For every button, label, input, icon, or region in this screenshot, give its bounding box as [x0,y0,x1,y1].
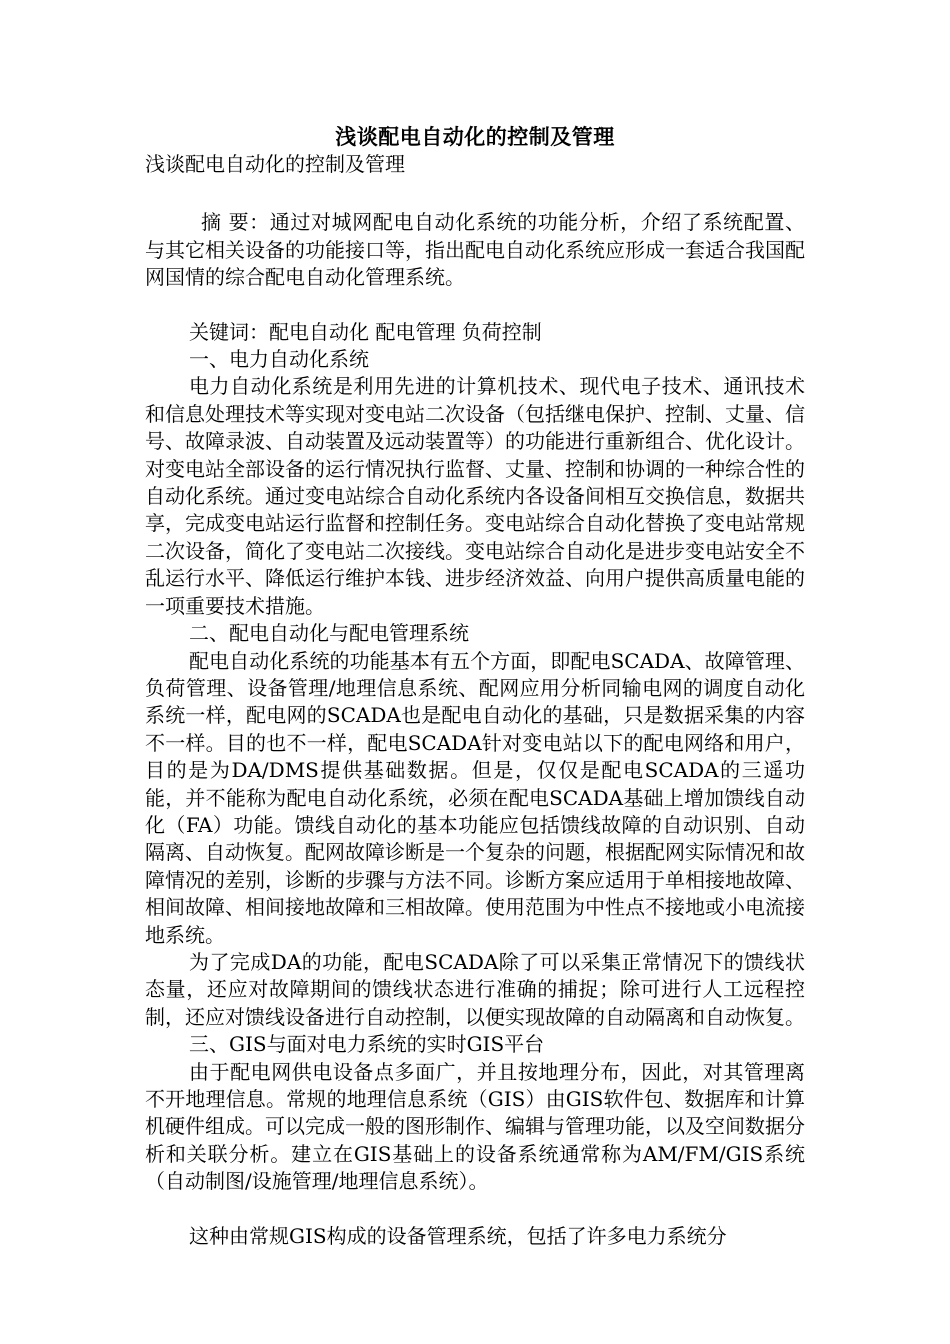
document-subtitle: 浅谈配电自动化的控制及管理 [145,152,405,176]
section-3-paragraph-2: 这种由常规GIS构成的设备管理系统，包括了许多电力系统分 [189,1223,727,1248]
section-2-paragraph-1: 配电自动化系统的功能基本有五个方面，即配电SCADA、故障管理、负荷管理、设备管理/地理信息系统、配网应用分析同输电网的调度自动化系统一样，配电网的SCADA也是配电自动化的基础，只是数据采集的内容不一样。目的也不一样，配电SCADA针对变电站以下的配电网络和用户，目的是为DA/DMS提供基础数据。但是，仅仅是配电SCADA的三遥功能，并不能称为配电自动化系统，必须在配电SCADA基础上增加馈线自动化（FA）功能。馈线自动化的基本功能应包括馈线故障的自动识别、自动隔离、自动恢复。配网故障诊断是一个复杂的问题，根据配网实际情况和故障情况的差别，诊断的步骤与方法不同。诊断方案应适用于单相接地故障、相间故障、相间接地故障和三相故障。使用范围为中性点不接地或小电流接地系统。 [145,648,805,947]
section-1-paragraph: 电力自动化系统是利用先进的计算机技术、现代电子技术、通讯技术和信息处理技术等实现对变电站二次设备（包括继电保护、控制、丈量、信号、故障录波、自动装置及远动装置等）的功能进行重新组合、优化设计。对变电站全部设备的运行情况执行监督、丈量、控制和协调的一种综合性的自动化系统。通过变电站综合自动化系统内各设备间相互交换信息，数据共享，完成变电站运行监督和控制任务。变电站综合自动化替换了变电站常规二次设备，简化了变电站二次接线。变电站综合自动化是进步变电站安全不乱运行水平、降低运行维护本钱、进步经济效益、向用户提供高质量电能的一项重要技术措施。 [145,374,805,618]
abstract-paragraph: 摘 要：通过对城网配电自动化系统的功能分析，介绍了系统配置、与其它相关设备的功能接口等，指出配电自动化系统应形成一套适合我国配网国情的综合配电自动化管理系统。 [145,210,805,290]
section-1-heading: 一、电力自动化系统 [189,347,369,372]
document-page [145,123,805,1250]
section-2-paragraph-2: 为了完成DA的功能，配电SCADA除了可以采集正常情况下的馈线状态量，还应对故障期间的馈线状态进行准确的捕捉；除可进行人工远程控制，还应对馈线设备进行自动控制，以便实现故障的自动隔离和自动恢复。 [145,949,805,1029]
section-2-heading: 二、配电自动化与配电管理系统 [189,621,469,646]
section-3-paragraph-1: 由于配电网供电设备点多面广，并且按地理分布，因此，对其管理离不开地理信息。常规的地理信息系统（GIS）由GIS软件包、数据库和计算机硬件组成。可以完成一般的图形制作、编辑与管理功能，以及空间数据分析和关联分析。建立在GIS基础上的设备系统通常称为AM/FM/GIS系统（自动制图/设施管理/地理信息系统）。 [145,1059,805,1194]
keywords-line: 关键词：配电自动化 配电管理 负荷控制 [189,319,542,344]
section-3-heading: 三、GIS与面对电力系统的实时GIS平台 [189,1032,545,1057]
document-title: 浅谈配电自动化的控制及管理 [335,124,615,149]
